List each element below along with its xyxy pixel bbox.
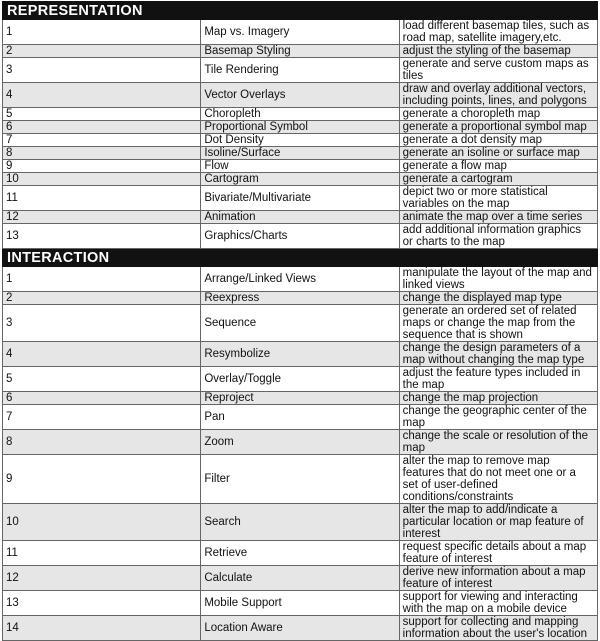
row-description: support for collecting and mapping information about the user's location <box>399 616 597 641</box>
row-name: Flow <box>201 160 399 173</box>
row-number: 5 <box>3 367 201 392</box>
table-row <box>3 504 598 541</box>
row-number: 4 <box>3 342 201 367</box>
row-description: generate a cartogram <box>399 173 597 186</box>
row-number: 2 <box>3 292 201 305</box>
row-number: 13 <box>3 224 201 249</box>
table-row <box>3 160 598 173</box>
row-name: Arrange/Linked Views <box>201 267 399 292</box>
row-name: Isoline/Surface <box>201 147 399 160</box>
row-description: alter the map to add/indicate a particular location or map feature of interest <box>399 504 597 541</box>
row-name: Mobile Support <box>201 591 399 616</box>
row-description: generate an isoline or surface map <box>399 147 597 160</box>
row-description: change the geographic center of the map <box>399 405 597 430</box>
row-name: Graphics/Charts <box>201 224 399 249</box>
row-number: 8 <box>3 430 201 455</box>
row-description: generate a proportional symbol map <box>399 121 597 134</box>
row-number: 10 <box>3 504 201 541</box>
row-name: Basemap Styling <box>201 45 399 58</box>
capabilities-table-container <box>2 1 598 641</box>
row-name: Vector Overlays <box>201 83 399 108</box>
capabilities-table <box>2 1 598 641</box>
table-row <box>3 367 598 392</box>
row-number: 3 <box>3 305 201 342</box>
row-number: 7 <box>3 134 201 147</box>
table-row <box>3 455 598 504</box>
row-number: 13 <box>3 591 201 616</box>
row-description: animate the map over a time series <box>399 211 597 224</box>
row-description: draw and overlay additional vectors, including points, lines, and polygons <box>399 83 597 108</box>
row-name: Dot Density <box>201 134 399 147</box>
row-number: 1 <box>3 267 201 292</box>
row-number: 5 <box>3 108 201 121</box>
row-description: load different basemap tiles, such as road map, satellite imagery,etc. <box>399 20 597 45</box>
section-title: REPRESENTATION <box>3 2 598 20</box>
table-row <box>3 267 598 292</box>
table-row <box>3 405 598 430</box>
row-number: 6 <box>3 392 201 405</box>
row-name: Overlay/Toggle <box>201 367 399 392</box>
row-number: 2 <box>3 45 201 58</box>
table-row <box>3 83 598 108</box>
row-number: 9 <box>3 160 201 173</box>
table-row <box>3 392 598 405</box>
table-row <box>3 305 598 342</box>
row-description: change the scale or resolution of the map <box>399 430 597 455</box>
row-name: Calculate <box>201 566 399 591</box>
row-name: Cartogram <box>201 173 399 186</box>
row-description: change the design parameters of a map without changing the map type <box>399 342 597 367</box>
row-description: support for viewing and interacting with the map on a mobile device <box>399 591 597 616</box>
row-description: adjust the feature types included in the map <box>399 367 597 392</box>
table-row <box>3 342 598 367</box>
row-description: generate a choropleth map <box>399 108 597 121</box>
row-number: 11 <box>3 541 201 566</box>
row-name: Reexpress <box>201 292 399 305</box>
table-row <box>3 541 598 566</box>
table-row <box>3 58 598 83</box>
row-number: 6 <box>3 121 201 134</box>
row-number: 12 <box>3 211 201 224</box>
row-description: generate a flow map <box>399 160 597 173</box>
row-name: Pan <box>201 405 399 430</box>
row-name: Search <box>201 504 399 541</box>
table-row <box>3 134 598 147</box>
row-number: 12 <box>3 566 201 591</box>
row-description: alter the map to remove map features that do not meet one or a set of user-defined conditions/constraints <box>399 455 597 504</box>
row-number: 7 <box>3 405 201 430</box>
row-description: change the displayed map type <box>399 292 597 305</box>
table-row <box>3 211 598 224</box>
table-row <box>3 591 598 616</box>
row-name: Retrieve <box>201 541 399 566</box>
row-description: adjust the styling of the basemap <box>399 45 597 58</box>
row-description: request specific details about a map feature of interest <box>399 541 597 566</box>
row-name: Tile Rendering <box>201 58 399 83</box>
table-row <box>3 616 598 641</box>
row-name: Animation <box>201 211 399 224</box>
section-header-interaction <box>3 249 598 267</box>
row-description: add additional information graphics or charts to the map <box>399 224 597 249</box>
row-number: 3 <box>3 58 201 83</box>
section-header-representation <box>3 2 598 20</box>
row-number: 11 <box>3 186 201 211</box>
row-name: Map vs. Imagery <box>201 20 399 45</box>
table-row <box>3 45 598 58</box>
table-row <box>3 108 598 121</box>
row-number: 1 <box>3 20 201 45</box>
row-description: manipulate the layout of the map and linked views <box>399 267 597 292</box>
row-number: 10 <box>3 173 201 186</box>
row-description: generate a dot density map <box>399 134 597 147</box>
table-row <box>3 430 598 455</box>
row-description: derive new information about a map feature of interest <box>399 566 597 591</box>
table-row <box>3 566 598 591</box>
row-name: Bivariate/Multivariate <box>201 186 399 211</box>
table-row <box>3 292 598 305</box>
row-name: Resymbolize <box>201 342 399 367</box>
table-row <box>3 186 598 211</box>
row-number: 9 <box>3 455 201 504</box>
table-body <box>3 2 598 641</box>
row-name: Choropleth <box>201 108 399 121</box>
row-name: Zoom <box>201 430 399 455</box>
row-name: Filter <box>201 455 399 504</box>
row-name: Location Aware <box>201 616 399 641</box>
row-name: Proportional Symbol <box>201 121 399 134</box>
row-description: generate an ordered set of related maps or change the map from the sequence that is shown <box>399 305 597 342</box>
row-description: change the map projection <box>399 392 597 405</box>
row-number: 4 <box>3 83 201 108</box>
table-row <box>3 121 598 134</box>
row-name: Sequence <box>201 305 399 342</box>
row-description: generate and serve custom maps as tiles <box>399 58 597 83</box>
table-row <box>3 224 598 249</box>
section-title: INTERACTION <box>3 249 598 267</box>
table-row <box>3 20 598 45</box>
row-name: Reproject <box>201 392 399 405</box>
table-row <box>3 147 598 160</box>
row-number: 14 <box>3 616 201 641</box>
table-row <box>3 173 598 186</box>
row-description: depict two or more statistical variables on the map <box>399 186 597 211</box>
row-number: 8 <box>3 147 201 160</box>
